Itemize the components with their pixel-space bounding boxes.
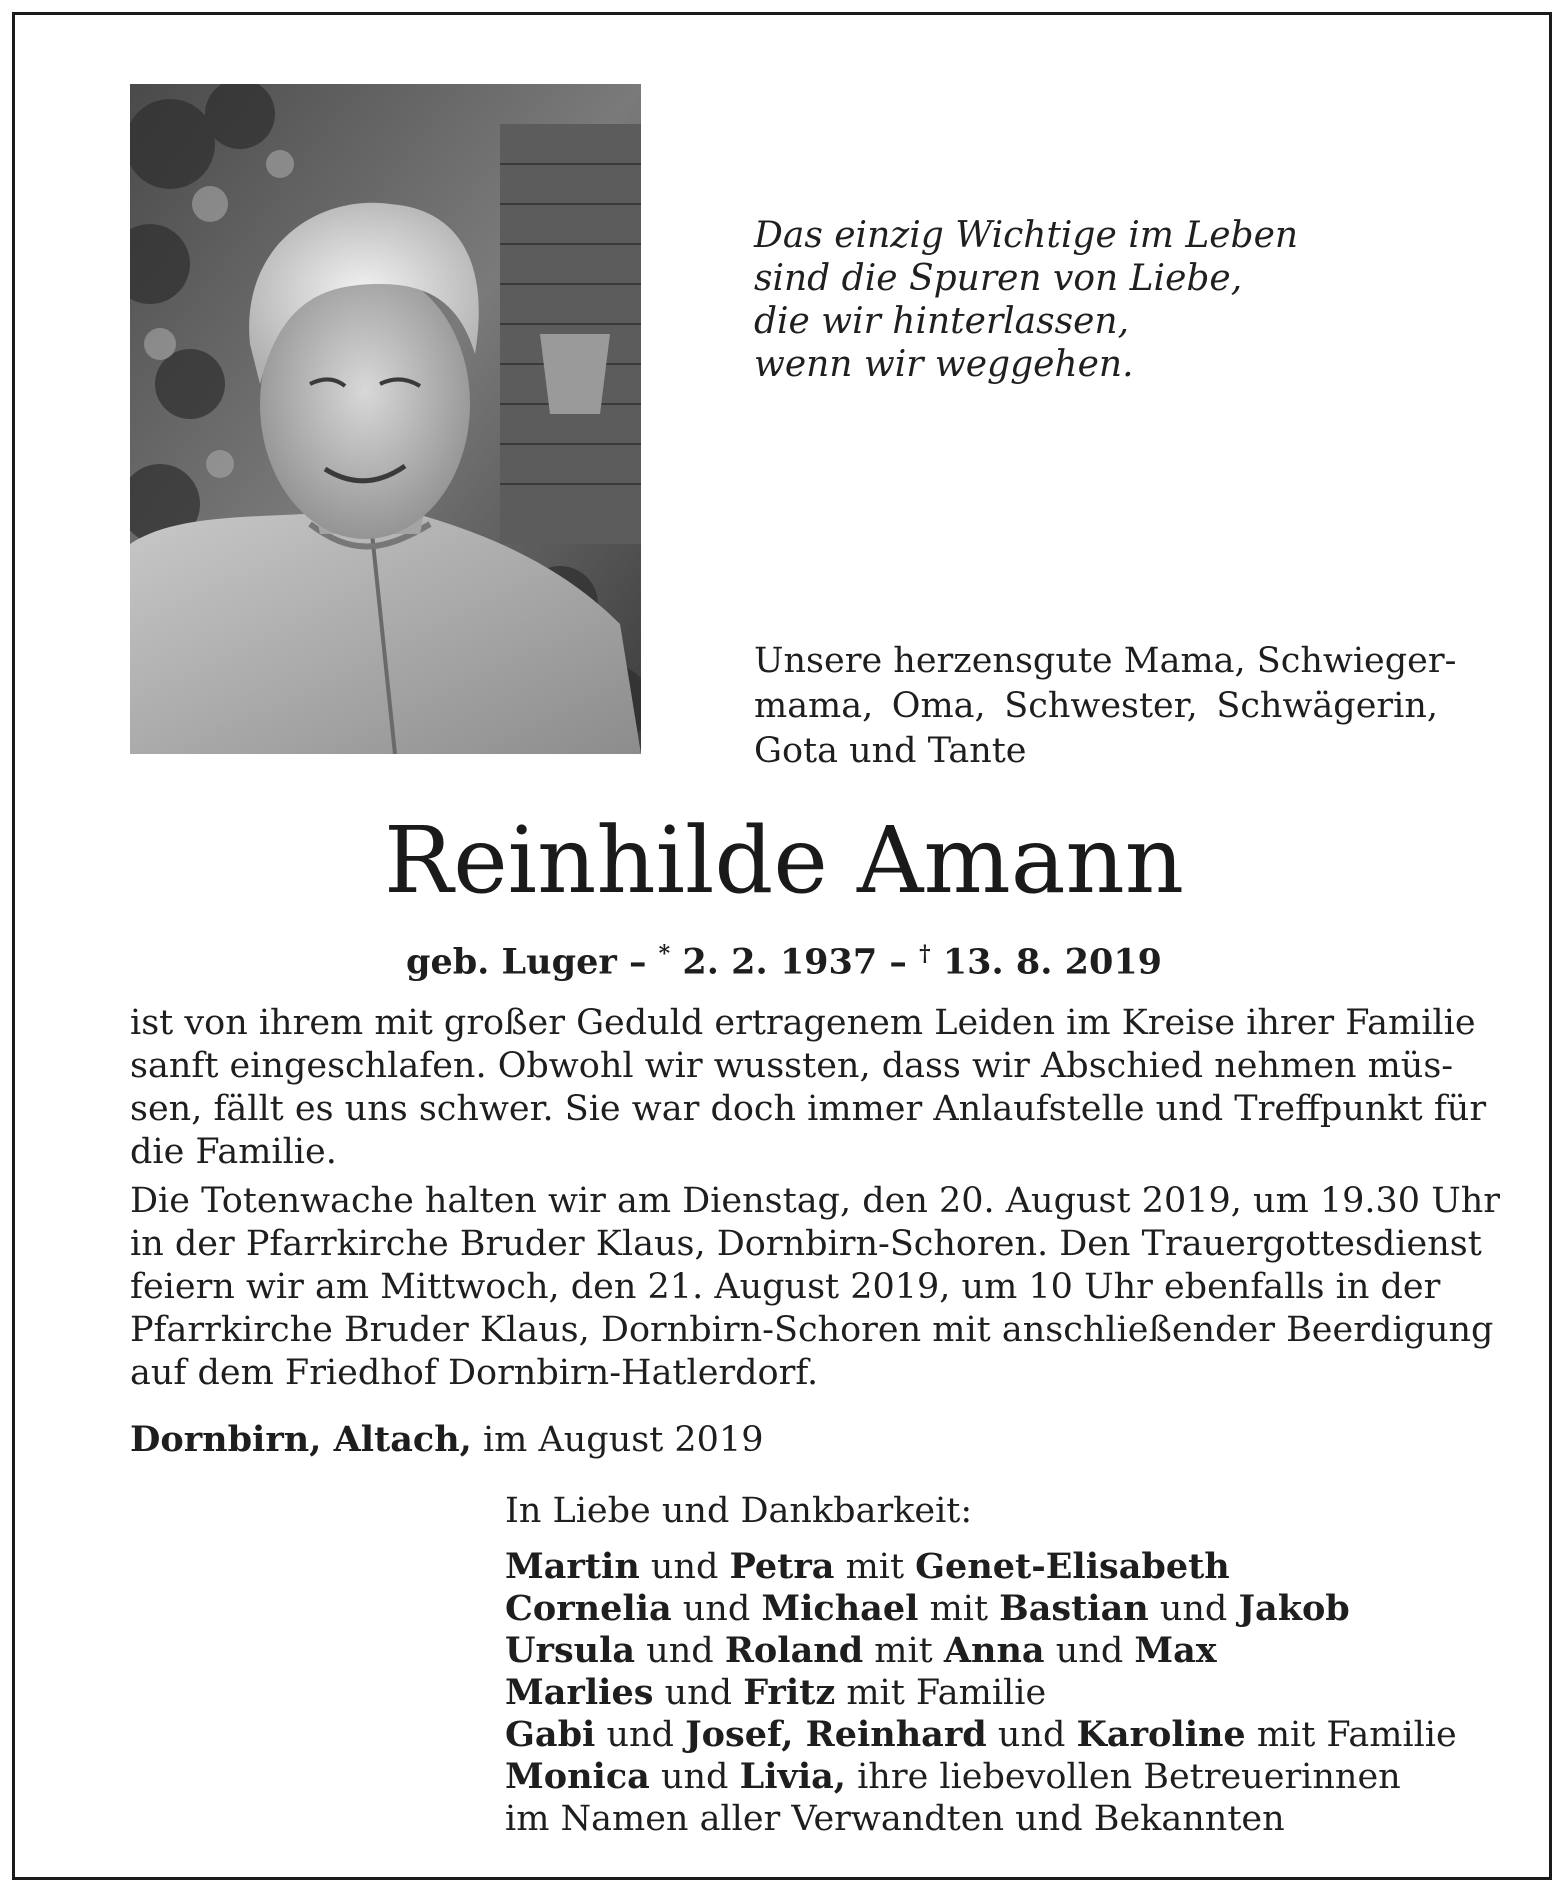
separator: – xyxy=(616,941,659,983)
paragraph-line: die Familie. xyxy=(130,1132,337,1172)
intro-line: Gota und Tante xyxy=(754,731,1027,771)
signer-name: Cornelia xyxy=(505,1588,672,1629)
paragraph-line: feiern wir am Mittwoch, den 21. August 2019, um 10 Uhr ebenfalls in der xyxy=(130,1267,1441,1307)
signer-connector: mit xyxy=(918,1589,1000,1629)
signer-name: Fritz xyxy=(743,1672,836,1713)
paragraph-line: ist von ihrem mit großer Geduld ertragenem Leiden im Kreise ihrer Familie xyxy=(130,1003,1476,1043)
signer-name: Monica xyxy=(505,1756,650,1797)
signer-line xyxy=(505,1546,1457,1588)
signer-connector: mit xyxy=(863,1631,944,1671)
paragraph-line: Pfarrkirche Bruder Klaus, Dornbirn-Schoren mit anschließender Beerdigung xyxy=(130,1310,1494,1350)
signer-name: Martin xyxy=(505,1546,640,1587)
signer-name: Anna xyxy=(943,1630,1045,1671)
paragraph-passing xyxy=(130,1002,1487,1174)
quote-line: Das einzig Wichtige im Leben xyxy=(754,215,1299,256)
signer-connector: und xyxy=(1044,1631,1135,1671)
signer-name: Marlies xyxy=(505,1672,654,1713)
place-date xyxy=(130,1418,763,1462)
intro-line: Unsere herzensgute Mama, Schwieger- xyxy=(754,641,1457,681)
place-locations: Dornbirn, Altach, xyxy=(130,1419,472,1460)
signer-name: Petra xyxy=(729,1546,835,1587)
portrait-photo-icon xyxy=(130,84,641,754)
signer-connector: und xyxy=(671,1589,762,1629)
signer-line xyxy=(505,1588,1457,1630)
birth-name: geb. Luger xyxy=(405,941,617,983)
signer-connector: mit Familie xyxy=(835,1673,1047,1713)
signer-line xyxy=(505,1714,1457,1756)
deceased-name: Reinhilde Amann xyxy=(383,807,1185,914)
signer-name: Roland xyxy=(724,1630,864,1671)
separator: – xyxy=(877,941,920,983)
signer-name: Gabi xyxy=(505,1714,596,1755)
signer-line xyxy=(505,1672,1457,1714)
signer-connector: mit Familie xyxy=(1245,1715,1457,1755)
signer-rows xyxy=(505,1546,1457,1840)
signer-name: Bastian xyxy=(999,1588,1149,1629)
place-month: im August 2019 xyxy=(471,1420,764,1460)
signer-name: Ursula xyxy=(505,1630,636,1671)
signer-connector: und xyxy=(1148,1589,1239,1629)
signer-connector: und xyxy=(635,1631,725,1671)
intro-text xyxy=(754,639,1457,774)
signer-connector: und xyxy=(649,1757,740,1797)
signer-connector: ihre liebevollen Betreuerinnen xyxy=(845,1757,1401,1797)
signer-name: Michael xyxy=(761,1588,919,1629)
thanks-line: In Liebe und Dankbarkeit: xyxy=(505,1491,973,1531)
birth-symbol: * xyxy=(658,941,671,967)
signer-connector: und xyxy=(986,1715,1077,1755)
paragraph-line: sen, fällt es uns schwer. Sie war doch immer Anlaufstelle und Treffpunkt für xyxy=(130,1089,1487,1129)
signer-connector: und xyxy=(639,1547,730,1587)
birth-date: 2. 2. 1937 xyxy=(670,941,878,983)
quote-line: sind die Spuren von Liebe, xyxy=(754,258,1243,299)
signer-line xyxy=(505,1756,1457,1798)
quote xyxy=(754,214,1298,386)
paragraph-line: auf dem Friedhof Dornbirn-Hatlerdorf. xyxy=(130,1353,819,1393)
paragraph-line: Die Totenwache halten wir am Dienstag, den 20. August 2019, um 19.30 Uhr xyxy=(130,1181,1500,1221)
death-symbol: † xyxy=(919,941,931,967)
signer-connector: und xyxy=(653,1673,744,1713)
quote-line: wenn wir weggehen. xyxy=(754,344,1134,385)
signer-name: Genet-Elisabeth xyxy=(915,1546,1230,1587)
paragraph-line: sanft eingeschlafen. Obwohl wir wussten, dass wir Abschied nehmen müs- xyxy=(130,1046,1454,1086)
signer-connector: mit xyxy=(834,1547,916,1587)
quote-line: die wir hinterlassen, xyxy=(754,301,1130,342)
death-date: 13. 8. 2019 xyxy=(930,941,1163,983)
paragraph-services xyxy=(130,1180,1500,1395)
signer-name: Max xyxy=(1134,1630,1217,1671)
signers-block xyxy=(505,1490,1457,1840)
portrait-photo xyxy=(130,84,641,754)
signer-name: Karoline xyxy=(1076,1714,1246,1755)
signer-connector: im Namen aller Verwandten und Bekannten xyxy=(505,1799,1285,1839)
signer-name: Jakob xyxy=(1238,1588,1350,1629)
signer-line xyxy=(505,1630,1457,1672)
intro-line: mama, Oma, Schwester, Schwägerin, xyxy=(754,686,1438,726)
signer-name: Josef, Reinhard xyxy=(685,1714,987,1755)
paragraph-line: in der Pfarrkirche Bruder Klaus, Dornbirn-Schoren. Den Trauergottesdienst xyxy=(130,1224,1482,1264)
signer-connector: und xyxy=(595,1715,686,1755)
signer-line xyxy=(505,1798,1457,1840)
birth-death-line xyxy=(0,932,1568,985)
signer-name: Livia, xyxy=(739,1756,846,1797)
